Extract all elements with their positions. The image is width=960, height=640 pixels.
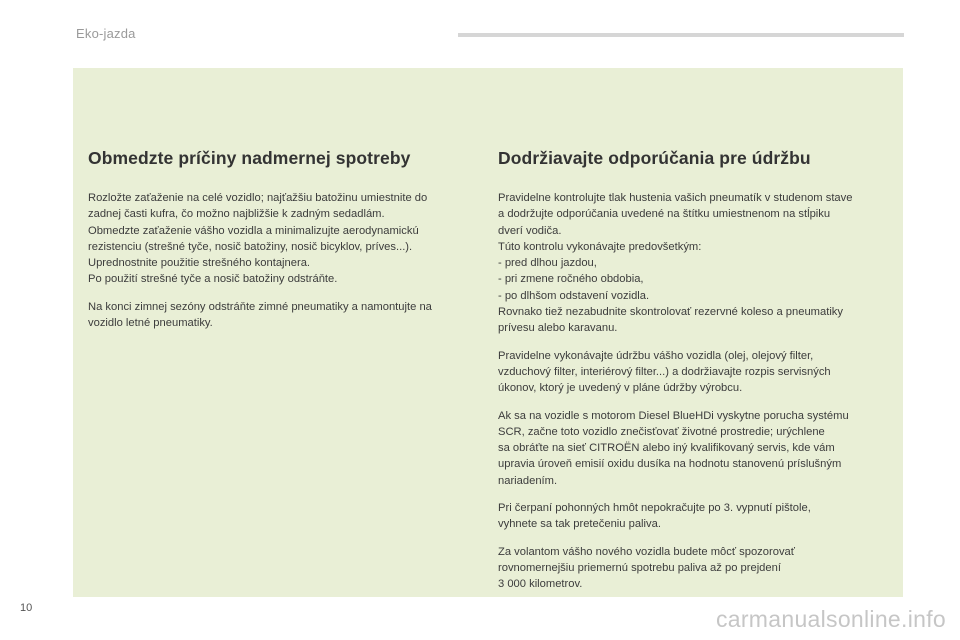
- text-line: vozidlo letné pneumatiky.: [88, 317, 213, 330]
- left-column: [88, 148, 468, 342]
- text-line: - po dlhšom odstavení vozidla.: [498, 289, 650, 302]
- right-column: [498, 148, 888, 604]
- page-number: 10: [20, 602, 33, 614]
- text-line: vyhnete sa tak pretečeniu paliva.: [498, 518, 661, 531]
- right-heading: Dodržiavajte odporúčania pre údržbu: [498, 148, 811, 168]
- text-line: dverí vodiča.: [498, 224, 562, 237]
- text-line: - pri zmene ročného obdobia,: [498, 273, 644, 286]
- paragraph: [498, 544, 888, 593]
- paragraph: [498, 408, 888, 489]
- text-line: prívesu alebo karavanu.: [498, 322, 618, 335]
- text-line: - pred dlhou jazdou,: [498, 257, 597, 270]
- text-line: zadnej časti kufra, čo možno najbližšie k zadným sedadlám.: [88, 208, 385, 221]
- text-line: rovnomernejšiu priemernú spotrebu paliva až po prejdení: [498, 561, 781, 574]
- paragraph: [498, 500, 888, 533]
- left-heading: Obmedzte príčiny nadmernej spotreby: [88, 148, 411, 168]
- text-line: a dodržujte odporúčania uvedené na štítku umiestnenom na stĺpiku: [498, 208, 831, 221]
- text-line: SCR, začne toto vozidlo znečisťovať životné prostredie; urýchlene: [498, 425, 825, 438]
- text-line: upravia úroveň emisií oxidu dusíka na hodnotu stanovenú príslušným: [498, 458, 842, 471]
- text-line: nariadením.: [498, 474, 558, 487]
- page-header-title: Eko-jazda: [76, 26, 136, 41]
- text-line: Rovnako tiež nezabudnite skontrolovať rezervné koleso a pneumatiky: [498, 306, 843, 319]
- text-line: Ak sa na vozidle s motorom Diesel BlueHDi vyskytne porucha systému: [498, 409, 849, 422]
- text-line: Uprednostnite použitie strešného kontajnera.: [88, 257, 311, 270]
- paragraph: [498, 190, 888, 337]
- text-line: Pri čerpaní pohonných hmôt nepokračujte po 3. vypnutí pištole,: [498, 502, 811, 515]
- text-line: Obmedzte zaťaženie vášho vozidla a minimalizujte aerodynamickú: [88, 224, 419, 237]
- text-line: Pravidelne vykonávajte údržbu vášho vozidla (olej, olejový filter,: [498, 349, 814, 362]
- paragraph: [498, 348, 888, 397]
- text-line: Na konci zimnej sezóny odstráňte zimné pneumatiky a namontujte na: [88, 300, 432, 313]
- text-line: Po použití strešné tyče a nosič batožiny odstráňte.: [88, 273, 338, 286]
- text-line: Pravidelne kontrolujte tlak hustenia vašich pneumatík v studenom stave: [498, 192, 853, 204]
- text-line: 3 000 kilometrov.: [498, 578, 583, 591]
- paragraph: [88, 190, 468, 288]
- paragraph: [88, 299, 468, 332]
- watermark: carmanualsonline.info: [715, 606, 946, 632]
- text-line: vzduchový filter, interiérový filter...) a dodržiavajte rozpis servisných: [498, 365, 831, 378]
- text-line: Rozložte zaťaženie na celé vozidlo; najťažšiu batožinu umiestnite do: [88, 192, 428, 204]
- right-paragraphs: [498, 190, 888, 593]
- text-line: Túto kontrolu vykonávajte predovšetkým:: [498, 240, 702, 253]
- content-panel: [73, 68, 903, 597]
- left-paragraphs: [88, 190, 468, 331]
- text-line: sa obráťte na sieť CITROËN alebo iný kvalifikovaný servis, kde vám: [498, 442, 835, 455]
- text-line: Za volantom vášho nového vozidla budete môcť spozorovať: [498, 545, 795, 558]
- header-divider: [458, 33, 904, 37]
- text-line: rezistenciu (strešné tyče, nosič batožiny, nosič bicyklov, príves...).: [88, 240, 413, 253]
- text-line: úkonov, ktorý je uvedený v pláne údržby výrobcu.: [498, 382, 743, 395]
